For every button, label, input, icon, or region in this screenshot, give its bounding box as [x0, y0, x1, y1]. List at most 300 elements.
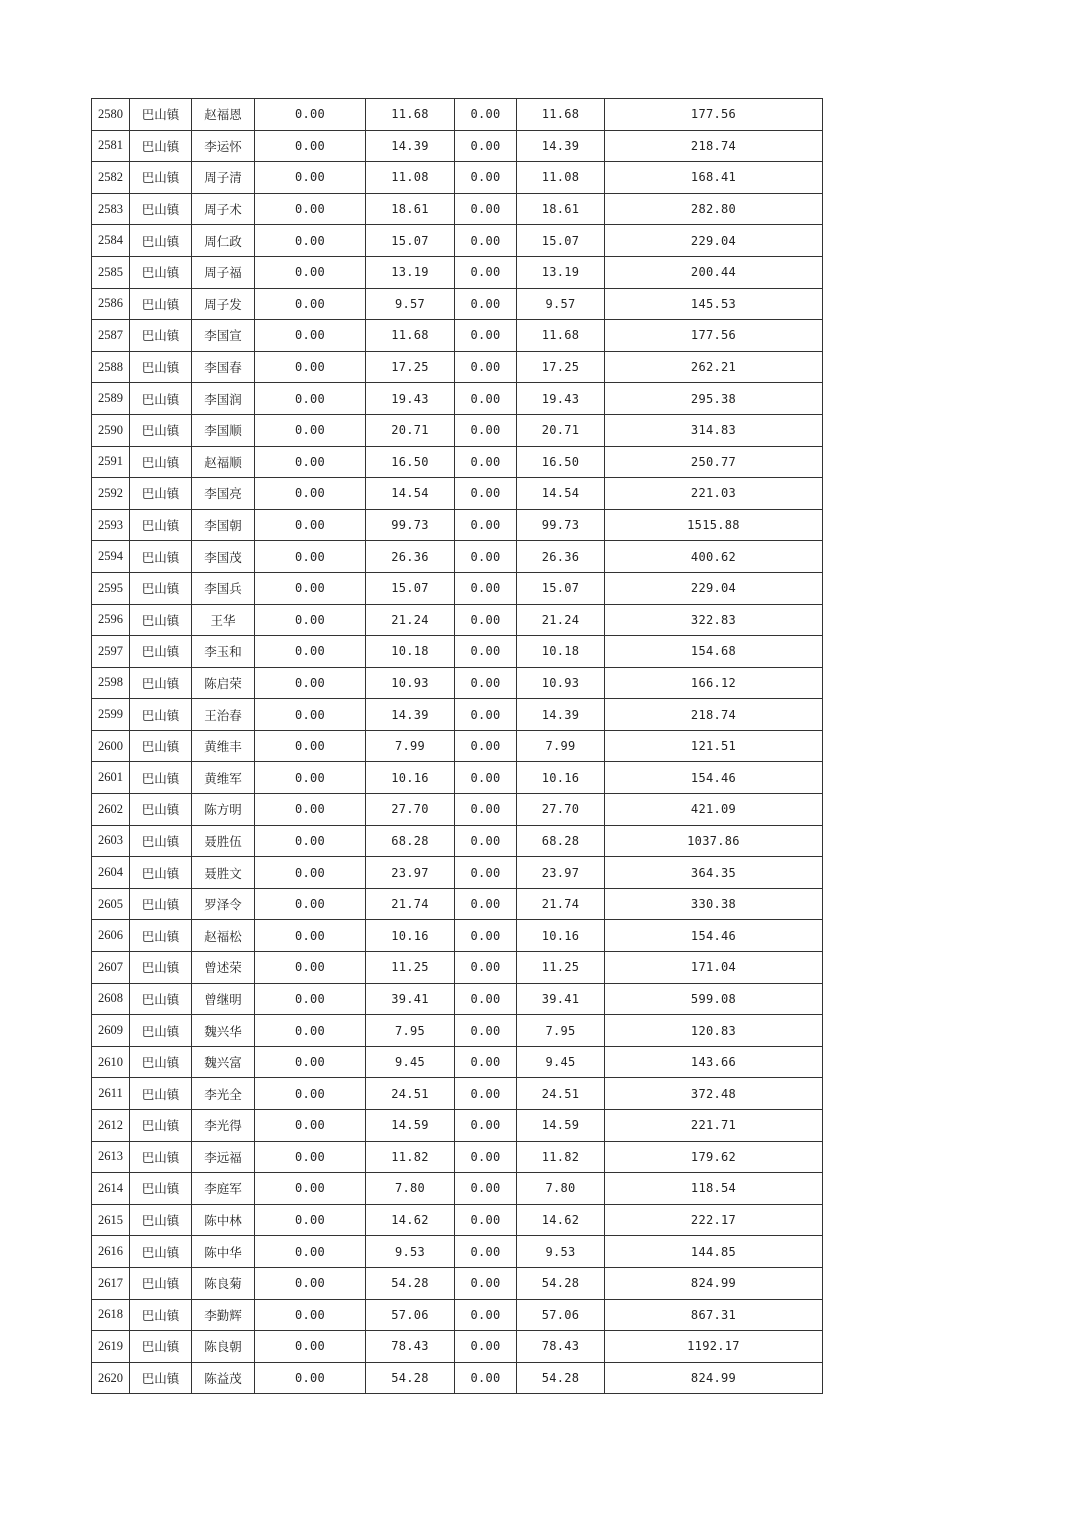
- cell-name: 陈良菊: [192, 1267, 255, 1299]
- cell-col-6-value: 0.00: [455, 99, 517, 131]
- cell-col-6-value: 0.00: [455, 288, 517, 320]
- cell-township: 巴山镇: [130, 857, 192, 889]
- cell-row-number: 2582: [92, 162, 130, 194]
- table-row: [92, 1141, 823, 1173]
- cell-col-4-value: 0.00: [255, 162, 366, 194]
- data-table: [91, 98, 823, 1394]
- cell-name: 罗泽令: [192, 888, 255, 920]
- cell-township: 巴山镇: [130, 225, 192, 257]
- cell-col-5-value: 16.50: [366, 446, 455, 478]
- cell-col-4-value: 0.00: [255, 1267, 366, 1299]
- table-row: [92, 730, 823, 762]
- cell-township: 巴山镇: [130, 162, 192, 194]
- cell-col-6-value: 0.00: [455, 383, 517, 415]
- cell-col-7-value: 10.16: [517, 920, 605, 952]
- cell-col-7-value: 11.68: [517, 99, 605, 131]
- cell-col-7-value: 24.51: [517, 1078, 605, 1110]
- table-row: [92, 414, 823, 446]
- cell-col-8-value: 168.41: [605, 162, 823, 194]
- cell-col-6-value: 0.00: [455, 351, 517, 383]
- cell-name: 曾继明: [192, 983, 255, 1015]
- cell-col-5-value: 99.73: [366, 509, 455, 541]
- cell-name: 李远福: [192, 1141, 255, 1173]
- cell-col-4-value: 0.00: [255, 225, 366, 257]
- cell-row-number: 2588: [92, 351, 130, 383]
- cell-township: 巴山镇: [130, 1046, 192, 1078]
- cell-col-7-value: 14.54: [517, 478, 605, 510]
- cell-row-number: 2609: [92, 1015, 130, 1047]
- cell-col-4-value: 0.00: [255, 699, 366, 731]
- cell-col-6-value: 0.00: [455, 541, 517, 573]
- cell-col-8-value: 262.21: [605, 351, 823, 383]
- cell-col-8-value: 118.54: [605, 1173, 823, 1205]
- cell-col-8-value: 177.56: [605, 99, 823, 131]
- cell-row-number: 2606: [92, 920, 130, 952]
- table-row: [92, 1299, 823, 1331]
- cell-col-4-value: 0.00: [255, 1204, 366, 1236]
- cell-name: 陈中华: [192, 1236, 255, 1268]
- cell-name: 周仁政: [192, 225, 255, 257]
- cell-row-number: 2584: [92, 225, 130, 257]
- cell-col-7-value: 7.99: [517, 730, 605, 762]
- cell-col-6-value: 0.00: [455, 509, 517, 541]
- cell-col-6-value: 0.00: [455, 225, 517, 257]
- cell-col-6-value: 0.00: [455, 1173, 517, 1205]
- cell-name: 赵福松: [192, 920, 255, 952]
- cell-township: 巴山镇: [130, 1299, 192, 1331]
- cell-col-4-value: 0.00: [255, 256, 366, 288]
- cell-col-4-value: 0.00: [255, 604, 366, 636]
- cell-col-4-value: 0.00: [255, 99, 366, 131]
- cell-township: 巴山镇: [130, 983, 192, 1015]
- cell-col-6-value: 0.00: [455, 762, 517, 794]
- cell-name: 李玉和: [192, 636, 255, 668]
- cell-col-8-value: 295.38: [605, 383, 823, 415]
- cell-row-number: 2591: [92, 446, 130, 478]
- cell-col-7-value: 19.43: [517, 383, 605, 415]
- cell-col-7-value: 21.24: [517, 604, 605, 636]
- cell-name: 李国润: [192, 383, 255, 415]
- table-row: [92, 383, 823, 415]
- cell-col-4-value: 0.00: [255, 794, 366, 826]
- cell-col-7-value: 99.73: [517, 509, 605, 541]
- cell-township: 巴山镇: [130, 1173, 192, 1205]
- cell-name: 李国茂: [192, 541, 255, 573]
- cell-col-6-value: 0.00: [455, 604, 517, 636]
- cell-col-7-value: 18.61: [517, 193, 605, 225]
- cell-col-8-value: 221.71: [605, 1110, 823, 1142]
- cell-col-7-value: 57.06: [517, 1299, 605, 1331]
- cell-name: 李国朝: [192, 509, 255, 541]
- cell-col-4-value: 0.00: [255, 636, 366, 668]
- cell-row-number: 2618: [92, 1299, 130, 1331]
- cell-col-7-value: 15.07: [517, 225, 605, 257]
- cell-col-6-value: 0.00: [455, 1204, 517, 1236]
- cell-township: 巴山镇: [130, 1078, 192, 1110]
- cell-row-number: 2603: [92, 825, 130, 857]
- cell-name: 李光得: [192, 1110, 255, 1142]
- table-row: [92, 667, 823, 699]
- cell-col-4-value: 0.00: [255, 1236, 366, 1268]
- cell-name: 李国兵: [192, 572, 255, 604]
- cell-township: 巴山镇: [130, 193, 192, 225]
- cell-col-7-value: 26.36: [517, 541, 605, 573]
- cell-col-6-value: 0.00: [455, 952, 517, 984]
- cell-row-number: 2590: [92, 414, 130, 446]
- cell-col-7-value: 7.80: [517, 1173, 605, 1205]
- cell-row-number: 2598: [92, 667, 130, 699]
- table-row: [92, 541, 823, 573]
- cell-name: 黄维丰: [192, 730, 255, 762]
- cell-township: 巴山镇: [130, 825, 192, 857]
- cell-row-number: 2607: [92, 952, 130, 984]
- cell-col-4-value: 0.00: [255, 920, 366, 952]
- cell-col-6-value: 0.00: [455, 572, 517, 604]
- table-row: [92, 1173, 823, 1205]
- cell-name: 李光全: [192, 1078, 255, 1110]
- cell-row-number: 2605: [92, 888, 130, 920]
- cell-col-4-value: 0.00: [255, 1015, 366, 1047]
- cell-col-5-value: 11.68: [366, 320, 455, 352]
- cell-township: 巴山镇: [130, 920, 192, 952]
- cell-col-7-value: 14.59: [517, 1110, 605, 1142]
- cell-col-5-value: 9.53: [366, 1236, 455, 1268]
- cell-township: 巴山镇: [130, 1204, 192, 1236]
- cell-row-number: 2604: [92, 857, 130, 889]
- cell-township: 巴山镇: [130, 636, 192, 668]
- cell-col-4-value: 0.00: [255, 667, 366, 699]
- cell-col-4-value: 0.00: [255, 320, 366, 352]
- cell-row-number: 2587: [92, 320, 130, 352]
- cell-col-7-value: 54.28: [517, 1362, 605, 1394]
- cell-row-number: 2597: [92, 636, 130, 668]
- cell-col-5-value: 9.45: [366, 1046, 455, 1078]
- table-row: [92, 1236, 823, 1268]
- cell-col-6-value: 0.00: [455, 699, 517, 731]
- cell-township: 巴山镇: [130, 730, 192, 762]
- cell-township: 巴山镇: [130, 667, 192, 699]
- cell-col-6-value: 0.00: [455, 1267, 517, 1299]
- cell-col-6-value: 0.00: [455, 730, 517, 762]
- cell-row-number: 2595: [92, 572, 130, 604]
- cell-col-7-value: 7.95: [517, 1015, 605, 1047]
- cell-col-8-value: 218.74: [605, 699, 823, 731]
- cell-col-8-value: 421.09: [605, 794, 823, 826]
- cell-township: 巴山镇: [130, 130, 192, 162]
- cell-township: 巴山镇: [130, 952, 192, 984]
- cell-col-6-value: 0.00: [455, 414, 517, 446]
- cell-col-7-value: 11.08: [517, 162, 605, 194]
- table-row: [92, 162, 823, 194]
- cell-col-8-value: 177.56: [605, 320, 823, 352]
- cell-col-5-value: 78.43: [366, 1331, 455, 1363]
- cell-name: 李运怀: [192, 130, 255, 162]
- cell-col-5-value: 11.25: [366, 952, 455, 984]
- cell-col-5-value: 19.43: [366, 383, 455, 415]
- cell-col-5-value: 54.28: [366, 1267, 455, 1299]
- cell-col-4-value: 0.00: [255, 762, 366, 794]
- cell-col-8-value: 322.83: [605, 604, 823, 636]
- cell-row-number: 2601: [92, 762, 130, 794]
- table-row: [92, 572, 823, 604]
- cell-col-6-value: 0.00: [455, 1236, 517, 1268]
- cell-col-6-value: 0.00: [455, 825, 517, 857]
- table-row: [92, 256, 823, 288]
- cell-col-8-value: 154.68: [605, 636, 823, 668]
- cell-col-5-value: 14.62: [366, 1204, 455, 1236]
- cell-col-5-value: 10.18: [366, 636, 455, 668]
- cell-col-8-value: 599.08: [605, 983, 823, 1015]
- table-row: [92, 1015, 823, 1047]
- cell-name: 李勤辉: [192, 1299, 255, 1331]
- cell-township: 巴山镇: [130, 1141, 192, 1173]
- cell-col-4-value: 0.00: [255, 1362, 366, 1394]
- cell-row-number: 2619: [92, 1331, 130, 1363]
- cell-col-8-value: 229.04: [605, 225, 823, 257]
- cell-col-5-value: 27.70: [366, 794, 455, 826]
- cell-col-4-value: 0.00: [255, 1331, 366, 1363]
- cell-col-8-value: 1192.17: [605, 1331, 823, 1363]
- table-row: [92, 225, 823, 257]
- table-row: [92, 794, 823, 826]
- cell-township: 巴山镇: [130, 1267, 192, 1299]
- cell-township: 巴山镇: [130, 699, 192, 731]
- cell-col-7-value: 15.07: [517, 572, 605, 604]
- cell-col-8-value: 282.80: [605, 193, 823, 225]
- cell-col-5-value: 11.08: [366, 162, 455, 194]
- table-row: [92, 1046, 823, 1078]
- cell-name: 周子福: [192, 256, 255, 288]
- cell-col-8-value: 145.53: [605, 288, 823, 320]
- cell-row-number: 2617: [92, 1267, 130, 1299]
- cell-col-6-value: 0.00: [455, 1141, 517, 1173]
- cell-row-number: 2613: [92, 1141, 130, 1173]
- cell-col-7-value: 21.74: [517, 888, 605, 920]
- cell-col-4-value: 0.00: [255, 1299, 366, 1331]
- cell-col-4-value: 0.00: [255, 130, 366, 162]
- cell-col-7-value: 20.71: [517, 414, 605, 446]
- cell-col-8-value: 200.44: [605, 256, 823, 288]
- cell-row-number: 2614: [92, 1173, 130, 1205]
- cell-col-4-value: 0.00: [255, 1110, 366, 1142]
- cell-col-8-value: 314.83: [605, 414, 823, 446]
- cell-col-5-value: 54.28: [366, 1362, 455, 1394]
- cell-col-8-value: 364.35: [605, 857, 823, 889]
- cell-row-number: 2596: [92, 604, 130, 636]
- table-row: [92, 288, 823, 320]
- cell-col-5-value: 17.25: [366, 351, 455, 383]
- cell-col-6-value: 0.00: [455, 130, 517, 162]
- cell-col-5-value: 18.61: [366, 193, 455, 225]
- cell-row-number: 2599: [92, 699, 130, 731]
- cell-col-8-value: 166.12: [605, 667, 823, 699]
- cell-col-4-value: 0.00: [255, 825, 366, 857]
- cell-col-6-value: 0.00: [455, 446, 517, 478]
- cell-col-5-value: 21.24: [366, 604, 455, 636]
- table-row: [92, 983, 823, 1015]
- cell-col-7-value: 27.70: [517, 794, 605, 826]
- cell-col-7-value: 17.25: [517, 351, 605, 383]
- cell-name: 聂胜伍: [192, 825, 255, 857]
- cell-col-5-value: 7.99: [366, 730, 455, 762]
- cell-col-6-value: 0.00: [455, 1046, 517, 1078]
- cell-col-4-value: 0.00: [255, 572, 366, 604]
- table-row: [92, 636, 823, 668]
- cell-name: 聂胜文: [192, 857, 255, 889]
- cell-row-number: 2585: [92, 256, 130, 288]
- table-row: [92, 825, 823, 857]
- cell-col-8-value: 154.46: [605, 920, 823, 952]
- cell-col-6-value: 0.00: [455, 193, 517, 225]
- cell-col-4-value: 0.00: [255, 446, 366, 478]
- table-row: [92, 351, 823, 383]
- cell-col-5-value: 39.41: [366, 983, 455, 1015]
- cell-col-8-value: 824.99: [605, 1267, 823, 1299]
- cell-col-4-value: 0.00: [255, 414, 366, 446]
- cell-row-number: 2593: [92, 509, 130, 541]
- cell-col-5-value: 9.57: [366, 288, 455, 320]
- cell-col-4-value: 0.00: [255, 857, 366, 889]
- cell-township: 巴山镇: [130, 888, 192, 920]
- cell-col-8-value: 1515.88: [605, 509, 823, 541]
- cell-col-6-value: 0.00: [455, 667, 517, 699]
- cell-name: 王华: [192, 604, 255, 636]
- cell-township: 巴山镇: [130, 320, 192, 352]
- cell-row-number: 2602: [92, 794, 130, 826]
- cell-row-number: 2612: [92, 1110, 130, 1142]
- cell-col-4-value: 0.00: [255, 288, 366, 320]
- table-row: [92, 1331, 823, 1363]
- cell-col-7-value: 14.39: [517, 699, 605, 731]
- cell-col-5-value: 26.36: [366, 541, 455, 573]
- cell-row-number: 2615: [92, 1204, 130, 1236]
- cell-col-6-value: 0.00: [455, 636, 517, 668]
- table-row: [92, 99, 823, 131]
- cell-col-7-value: 11.25: [517, 952, 605, 984]
- cell-name: 李庭军: [192, 1173, 255, 1205]
- cell-name: 周子发: [192, 288, 255, 320]
- cell-township: 巴山镇: [130, 1015, 192, 1047]
- cell-col-6-value: 0.00: [455, 920, 517, 952]
- cell-col-5-value: 14.54: [366, 478, 455, 510]
- cell-col-7-value: 14.39: [517, 130, 605, 162]
- cell-col-5-value: 21.74: [366, 888, 455, 920]
- cell-township: 巴山镇: [130, 288, 192, 320]
- cell-col-4-value: 0.00: [255, 1046, 366, 1078]
- cell-col-7-value: 9.53: [517, 1236, 605, 1268]
- table-row: [92, 762, 823, 794]
- cell-col-8-value: 221.03: [605, 478, 823, 510]
- table-row: [92, 193, 823, 225]
- cell-township: 巴山镇: [130, 351, 192, 383]
- cell-col-7-value: 13.19: [517, 256, 605, 288]
- cell-col-4-value: 0.00: [255, 509, 366, 541]
- cell-name: 陈方明: [192, 794, 255, 826]
- cell-col-6-value: 0.00: [455, 1299, 517, 1331]
- cell-row-number: 2620: [92, 1362, 130, 1394]
- cell-col-5-value: 15.07: [366, 225, 455, 257]
- cell-name: 曾述荣: [192, 952, 255, 984]
- cell-col-6-value: 0.00: [455, 320, 517, 352]
- cell-col-5-value: 15.07: [366, 572, 455, 604]
- cell-col-5-value: 20.71: [366, 414, 455, 446]
- cell-township: 巴山镇: [130, 446, 192, 478]
- cell-township: 巴山镇: [130, 478, 192, 510]
- cell-township: 巴山镇: [130, 383, 192, 415]
- cell-col-5-value: 7.80: [366, 1173, 455, 1205]
- cell-col-7-value: 10.18: [517, 636, 605, 668]
- cell-col-4-value: 0.00: [255, 730, 366, 762]
- cell-col-8-value: 229.04: [605, 572, 823, 604]
- cell-col-4-value: 0.00: [255, 952, 366, 984]
- cell-col-6-value: 0.00: [455, 478, 517, 510]
- cell-col-4-value: 0.00: [255, 1173, 366, 1205]
- cell-col-8-value: 144.85: [605, 1236, 823, 1268]
- cell-name: 魏兴富: [192, 1046, 255, 1078]
- table-row: [92, 446, 823, 478]
- cell-name: 李国春: [192, 351, 255, 383]
- table-row: [92, 604, 823, 636]
- cell-township: 巴山镇: [130, 604, 192, 636]
- cell-col-5-value: 7.95: [366, 1015, 455, 1047]
- cell-row-number: 2580: [92, 99, 130, 131]
- cell-col-5-value: 11.82: [366, 1141, 455, 1173]
- cell-row-number: 2610: [92, 1046, 130, 1078]
- cell-col-7-value: 10.16: [517, 762, 605, 794]
- cell-col-8-value: 121.51: [605, 730, 823, 762]
- cell-col-5-value: 13.19: [366, 256, 455, 288]
- table-row: [92, 130, 823, 162]
- cell-township: 巴山镇: [130, 256, 192, 288]
- cell-col-8-value: 400.62: [605, 541, 823, 573]
- cell-name: 李国顺: [192, 414, 255, 446]
- table-row: [92, 1267, 823, 1299]
- cell-col-8-value: 1037.86: [605, 825, 823, 857]
- cell-col-7-value: 10.93: [517, 667, 605, 699]
- table-row: [92, 888, 823, 920]
- cell-name: 李国宣: [192, 320, 255, 352]
- cell-col-8-value: 171.04: [605, 952, 823, 984]
- cell-col-6-value: 0.00: [455, 794, 517, 826]
- cell-col-6-value: 0.00: [455, 1015, 517, 1047]
- cell-col-6-value: 0.00: [455, 1110, 517, 1142]
- cell-township: 巴山镇: [130, 99, 192, 131]
- cell-col-6-value: 0.00: [455, 857, 517, 889]
- cell-name: 周子清: [192, 162, 255, 194]
- cell-name: 魏兴华: [192, 1015, 255, 1047]
- cell-col-6-value: 0.00: [455, 888, 517, 920]
- cell-col-8-value: 222.17: [605, 1204, 823, 1236]
- cell-township: 巴山镇: [130, 1110, 192, 1142]
- cell-col-5-value: 11.68: [366, 99, 455, 131]
- cell-row-number: 2594: [92, 541, 130, 573]
- cell-col-8-value: 179.62: [605, 1141, 823, 1173]
- cell-township: 巴山镇: [130, 572, 192, 604]
- cell-township: 巴山镇: [130, 414, 192, 446]
- cell-col-8-value: 867.31: [605, 1299, 823, 1331]
- cell-name: 陈中林: [192, 1204, 255, 1236]
- cell-col-6-value: 0.00: [455, 1331, 517, 1363]
- cell-col-7-value: 14.62: [517, 1204, 605, 1236]
- cell-col-5-value: 57.06: [366, 1299, 455, 1331]
- table-row: [92, 478, 823, 510]
- cell-row-number: 2616: [92, 1236, 130, 1268]
- cell-col-5-value: 68.28: [366, 825, 455, 857]
- cell-col-6-value: 0.00: [455, 983, 517, 1015]
- cell-col-7-value: 54.28: [517, 1267, 605, 1299]
- cell-col-5-value: 24.51: [366, 1078, 455, 1110]
- cell-township: 巴山镇: [130, 541, 192, 573]
